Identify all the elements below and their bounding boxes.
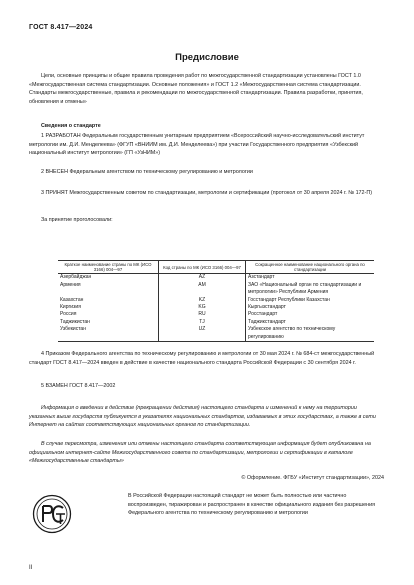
- code-cell: AM: [159, 282, 246, 297]
- code-cell: AZ: [159, 274, 246, 282]
- body-cell: ЗАО «Национальный орган по стандартизации и метрологии» Республики Армения: [246, 282, 375, 297]
- table-row: [58, 297, 374, 304]
- country-cell: Казахстан: [60, 296, 84, 303]
- copyright-line: © Оформление. ФГБУ «Институт стандартизации», 2024: [241, 475, 384, 481]
- legal-notice: В Российской Федерации настоящий стандарт не может быть полностью или частично воспроизведен, тиражирован и распространен в качестве официального издания без разрешения Федерального агентства по техническому регулированию и метрологии: [128, 493, 376, 517]
- code-cell: UZ: [159, 326, 246, 341]
- code-cell: KG: [159, 304, 246, 311]
- item-4: 4 Приказом Федерального агентства по техническому регулированию и метрологии от 30 мая 2024 г. № 684-ст межгосударственный стандарт ГОСТ 8.417—2024 введен в действие в качестве национального стандарта Российской Федерации с 30 сентября 2024 г.: [29, 351, 375, 366]
- note-publication: Информация о введении в действие (прекращении действия) настоящего стандарта и изменений к нему на территории указанных выше государств публикуется в указателях национальных стандартов, издаваемых в этих государствах, а также в сети Интернет на сайтах соответствующих национальных органов по стандартизации.: [29, 405, 376, 429]
- item-3: 3 ПРИНЯТ Межгосударственным советом по стандартизации, метрологии и сертификации (протокол от 30 апреля 2024 г. № 172-П): [41, 190, 373, 196]
- table-header-country: Краткое наименование страны по МК (ИСО 3166) 004—97: [58, 261, 159, 274]
- intro-paragraph: Цели, основные принципы и общие правила проведения работ по межгосударственной стандартизации установлены ГОСТ 1.0 «Межгосударственная система стандартизации. Основные положения» и ГОСТ 1.2 «Межгосударственная система стандартизации. Стандарты межгосударственные, правила и рекомендации по межгосударственной стандартизации. Правила разработки, принятия, обновления и отмены»: [29, 73, 363, 105]
- item-1: 1 РАЗРАБОТАН Федеральным государственным унитарным предприятием «Всероссийский научно-исследовательский институт метрологии им. Д.И. Менделеева» (ФГУП «ВНИИМ им. Д.И. Менделеева») при участии Государственного предприятия «Узбекский национальный институт метрологии» (ГП «УзНИМ»): [29, 133, 365, 157]
- code-cell: TJ: [159, 319, 246, 326]
- country-cell: Таджикистан: [60, 318, 90, 325]
- body-cell: Узбекское агентство по техническому регулированию: [246, 326, 375, 341]
- country-cell: Россия: [60, 311, 77, 318]
- countries-table: [58, 260, 374, 342]
- body-cell: Таджикстандарт: [246, 319, 375, 326]
- body-cell: Кыргызстандарт: [246, 304, 375, 311]
- table-row: [58, 326, 374, 341]
- page-number: II: [29, 565, 33, 571]
- body-cell: Госстандарт Республики Казахстан: [246, 297, 375, 304]
- code-cell: RU: [159, 311, 246, 318]
- about-heading: Сведения о стандарте: [41, 123, 101, 129]
- body-cell: Росстандарт: [246, 311, 375, 318]
- table-header-code: Код страны по МК (ИСО 3166) 004—97: [159, 261, 246, 274]
- item-2: 2 ВНЕСЕН Федеральным агентством по техническому регулированию и метрологии: [41, 169, 253, 175]
- rst-certification-logo: [32, 494, 72, 534]
- table-header-body: Сокращенное наименование национального органа по стандартизации: [246, 261, 375, 274]
- table-row: [58, 311, 374, 318]
- note-revision: В случае пересмотра, изменения или отмены настоящего стандарта соответствующая информация будет опубликована на официальном интернет-сайте Межгосударственного совета по стандартизации, метрологии и сертификации в каталоге «Межгосударственные стандарты»: [29, 441, 371, 465]
- table-header-row: [58, 261, 374, 274]
- code-cell: KZ: [159, 297, 246, 304]
- table-row: [58, 319, 374, 326]
- page-title: Предисловие: [175, 52, 239, 63]
- table-row: [58, 304, 374, 311]
- body-cell: Азстандарт: [246, 274, 375, 282]
- country-cell: Армения: [60, 281, 81, 288]
- document-header: ГОСТ 8.417—2024: [29, 24, 93, 31]
- voted-label: За принятие проголосовали:: [41, 217, 113, 223]
- country-cell: Азербайджан: [60, 274, 92, 281]
- country-cell: Узбекистан: [58, 326, 159, 341]
- table-row: [58, 282, 374, 297]
- item-5: 5 ВЗАМЕН ГОСТ 8.417—2002: [41, 383, 116, 389]
- country-cell: Киргизия: [60, 304, 81, 311]
- table-row: [58, 274, 374, 282]
